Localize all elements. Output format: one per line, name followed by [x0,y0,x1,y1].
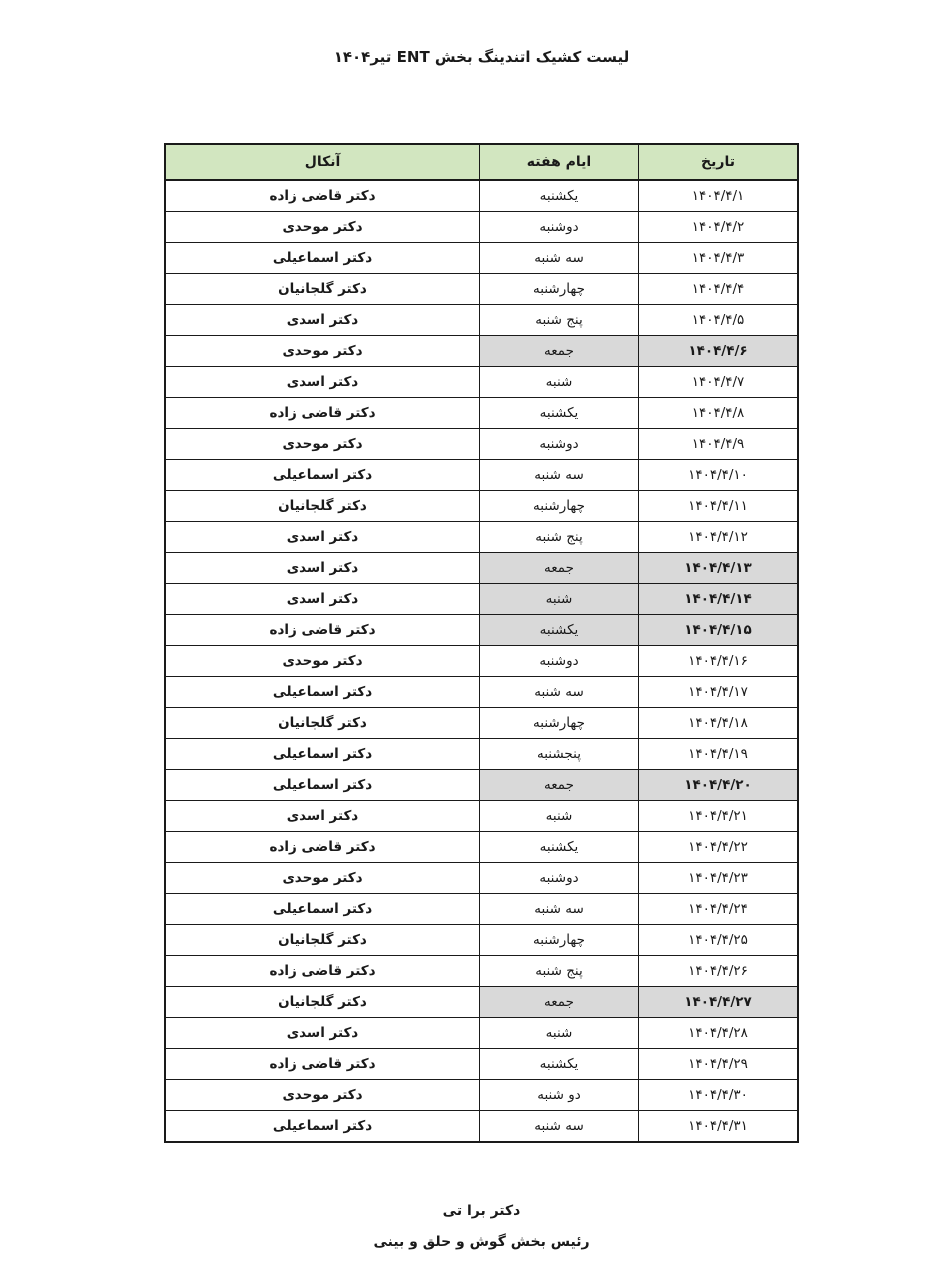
row-doctor: دکتر اسماعیلی [165,677,480,708]
table-row [165,646,798,677]
table-row [165,770,798,801]
row-day: سه شنبه [480,243,639,274]
table-row [165,987,798,1018]
row-doctor: دکتر گلجانیان [165,491,480,522]
table-row [165,1049,798,1080]
table-row [165,491,798,522]
row-date: ۱۴۰۴/۴/۲۴ [639,894,799,925]
row-date: ۱۴۰۴/۴/۱۴ [639,584,799,615]
row-doctor: دکتر اسدی [165,367,480,398]
row-doctor: دکتر قاضی زاده [165,1049,480,1080]
row-date: ۱۴۰۴/۴/۲۸ [639,1018,799,1049]
row-doctor: دکتر اسماعیلی [165,894,480,925]
row-doctor: دکتر گلجانیان [165,925,480,956]
oncall-schedule-table [164,143,799,1143]
row-day: یکشنبه [480,615,639,646]
table-row [165,894,798,925]
row-doctor: دکتر اسماعیلی [165,739,480,770]
row-day: دوشنبه [480,429,639,460]
table-row [165,336,798,367]
table-row [165,832,798,863]
table-row [165,553,798,584]
table-row [165,584,798,615]
row-day: دوشنبه [480,646,639,677]
row-day: شنبه [480,584,639,615]
row-doctor: دکتر گلجانیان [165,708,480,739]
table-row [165,243,798,274]
table-row [165,739,798,770]
table-row [165,1111,798,1143]
row-day: یکشنبه [480,832,639,863]
row-date: ۱۴۰۴/۴/۲ [639,212,799,243]
table-row [165,708,798,739]
page-title: لیست کشیک اتندینگ بخش ENT تیر۱۴۰۴ [333,48,630,66]
table-row [165,863,798,894]
row-day: دو شنبه [480,1080,639,1111]
row-doctor: دکتر موحدی [165,863,480,894]
table-row [165,801,798,832]
row-date: ۱۴۰۴/۴/۴ [639,274,799,305]
row-day: چهارشنبه [480,274,639,305]
row-date: ۱۴۰۴/۴/۳۰ [639,1080,799,1111]
row-day: دوشنبه [480,863,639,894]
table-row [165,925,798,956]
row-day: جمعه [480,770,639,801]
row-day: یکشنبه [480,180,639,212]
row-date: ۱۴۰۴/۴/۲۱ [639,801,799,832]
row-date: ۱۴۰۴/۴/۷ [639,367,799,398]
row-doctor: دکتر موحدی [165,646,480,677]
row-day: سه شنبه [480,460,639,491]
row-doctor: دکتر قاضی زاده [165,832,480,863]
table-header-row [165,144,798,180]
row-day: چهارشنبه [480,708,639,739]
row-day: سه شنبه [480,894,639,925]
row-date: ۱۴۰۴/۴/۸ [639,398,799,429]
signatory-role: رئیس بخش گوش و حلق و بینی [373,1234,590,1250]
row-doctor: دکتر اسدی [165,522,480,553]
row-date: ۱۴۰۴/۴/۱۲ [639,522,799,553]
row-date: ۱۴۰۴/۴/۶ [639,336,799,367]
row-doctor: دکتر قاضی زاده [165,398,480,429]
table-row [165,522,798,553]
row-day: چهارشنبه [480,925,639,956]
row-doctor: دکتر اسماعیلی [165,243,480,274]
row-date: ۱۴۰۴/۴/۵ [639,305,799,336]
row-doctor: دکتر گلجانیان [165,274,480,305]
row-doctor: دکتر اسماعیلی [165,1111,480,1143]
table-row [165,398,798,429]
table-row [165,1018,798,1049]
row-day: پنج شنبه [480,956,639,987]
table-row [165,677,798,708]
table-row [165,1080,798,1111]
row-date: ۱۴۰۴/۴/۲۲ [639,832,799,863]
row-day: سه شنبه [480,1111,639,1143]
row-date: ۱۴۰۴/۴/۳۱ [639,1111,799,1143]
header-date: تاریخ [639,144,799,180]
table-row [165,180,798,212]
header-oncall: آنکال [165,144,480,180]
row-date: ۱۴۰۴/۴/۲۷ [639,987,799,1018]
row-date: ۱۴۰۴/۴/۹ [639,429,799,460]
row-day: پنج شنبه [480,522,639,553]
row-doctor: دکتر اسماعیلی [165,770,480,801]
table-row [165,274,798,305]
row-date: ۱۴۰۴/۴/۲۰ [639,770,799,801]
row-doctor: دکتر اسدی [165,1018,480,1049]
row-doctor: دکتر گلجانیان [165,987,480,1018]
table-body [165,180,798,1142]
row-doctor: دکتر اسدی [165,553,480,584]
row-date: ۱۴۰۴/۴/۱۳ [639,553,799,584]
row-date: ۱۴۰۴/۴/۲۶ [639,956,799,987]
row-date: ۱۴۰۴/۴/۱۹ [639,739,799,770]
row-doctor: دکتر موحدی [165,429,480,460]
table-row [165,429,798,460]
row-day: جمعه [480,987,639,1018]
row-doctor: دکتر موحدی [165,1080,480,1111]
row-day: چهارشنبه [480,491,639,522]
row-day: یکشنبه [480,398,639,429]
row-date: ۱۴۰۴/۴/۱۸ [639,708,799,739]
row-date: ۱۴۰۴/۴/۱۵ [639,615,799,646]
row-doctor: دکتر اسدی [165,584,480,615]
row-doctor: دکتر موحدی [165,336,480,367]
table-row [165,615,798,646]
row-day: دوشنبه [480,212,639,243]
row-date: ۱۴۰۴/۴/۲۵ [639,925,799,956]
row-day: جمعه [480,553,639,584]
row-doctor: دکتر اسدی [165,801,480,832]
row-day: جمعه [480,336,639,367]
row-day: پنج شنبه [480,305,639,336]
row-day: شنبه [480,367,639,398]
row-date: ۱۴۰۴/۴/۱۱ [639,491,799,522]
row-day: پنجشنبه [480,739,639,770]
row-doctor: دکتر قاضی زاده [165,615,480,646]
row-day: شنبه [480,1018,639,1049]
row-doctor: دکتر اسدی [165,305,480,336]
row-date: ۱۴۰۴/۴/۳ [639,243,799,274]
row-date: ۱۴۰۴/۴/۲۳ [639,863,799,894]
row-date: ۱۴۰۴/۴/۲۹ [639,1049,799,1080]
row-doctor: دکتر موحدی [165,212,480,243]
table-row [165,956,798,987]
row-day: یکشنبه [480,1049,639,1080]
row-doctor: دکتر اسماعیلی [165,460,480,491]
row-doctor: دکتر قاضی زاده [165,956,480,987]
row-day: شنبه [480,801,639,832]
table-row [165,212,798,243]
row-doctor: دکتر قاضی زاده [165,180,480,212]
table-row [165,305,798,336]
row-date: ۱۴۰۴/۴/۱۷ [639,677,799,708]
table-row [165,367,798,398]
signatory-name: دکتر برا تی [442,1203,521,1219]
header-day: ایام هفته [480,144,639,180]
table-row [165,460,798,491]
row-date: ۱۴۰۴/۴/۱۰ [639,460,799,491]
row-day: سه شنبه [480,677,639,708]
row-date: ۱۴۰۴/۴/۱۶ [639,646,799,677]
row-date: ۱۴۰۴/۴/۱ [639,180,799,212]
